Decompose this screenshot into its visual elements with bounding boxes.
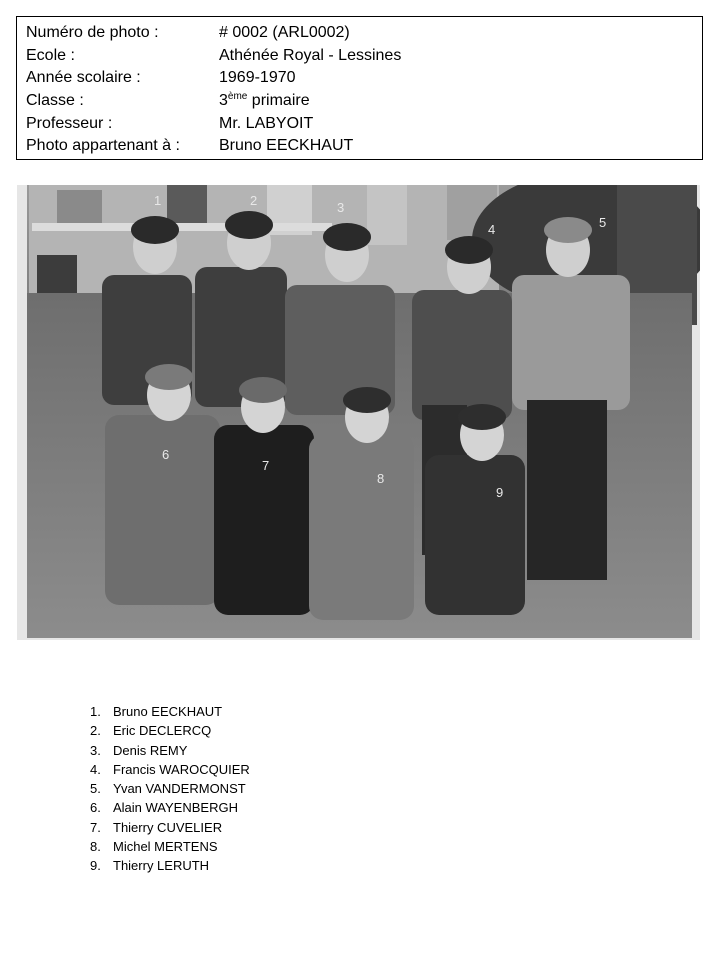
list-item-number: 9. <box>90 858 101 873</box>
info-value <box>219 90 310 113</box>
list-item-name: Michel MERTENS <box>113 838 218 854</box>
list-item <box>90 760 250 779</box>
info-row-owner <box>26 135 702 158</box>
list-item <box>90 721 250 740</box>
list-item <box>90 798 250 817</box>
list-item <box>90 818 250 837</box>
list-item-name: Thierry CUVELIER <box>113 819 223 835</box>
class-superscript: ème <box>227 91 248 103</box>
list-item-number: 3. <box>90 742 101 758</box>
info-row-photo-number <box>26 22 702 45</box>
info-label: Année scolaire : <box>26 69 141 87</box>
photo-number-4: 4 <box>488 222 496 237</box>
list-item-name: Denis REMY <box>113 742 188 758</box>
photo-number-2: 2 <box>250 193 258 208</box>
info-label: Classe : <box>26 92 84 110</box>
info-value: # 0002 (ARL0002) <box>219 24 350 41</box>
list-item-number: 1. <box>90 704 101 719</box>
list-item <box>90 741 250 760</box>
class-photo <box>17 185 700 640</box>
info-label: Numéro de photo : <box>26 24 159 41</box>
list-item-name: Bruno EECKHAUT <box>113 704 223 719</box>
class-number: 3 <box>219 92 228 110</box>
photo-info-box <box>16 16 703 160</box>
list-item-number: 4. <box>90 761 101 777</box>
info-row-school <box>26 45 702 68</box>
list-item-number: 8. <box>90 838 101 854</box>
list-item-number: 6. <box>90 800 101 816</box>
photo-number-5: 5 <box>599 215 607 230</box>
photo-number-9: 9 <box>496 485 504 500</box>
info-label: Ecole : <box>26 46 75 64</box>
photo-number-6: 6 <box>162 447 170 462</box>
list-item-number: 7. <box>90 819 101 835</box>
list-item-name: Francis WAROCQUIER <box>113 761 250 777</box>
list-item-number: 5. <box>90 781 101 796</box>
info-row-teacher <box>26 113 702 136</box>
list-item <box>90 779 250 798</box>
info-row-school-year <box>26 67 702 90</box>
list-item <box>90 702 250 721</box>
info-value: Bruno EECKHAUT <box>219 137 354 155</box>
photo-number-1: 1 <box>154 193 162 208</box>
list-item <box>90 837 250 856</box>
list-item-number: 2. <box>90 723 101 739</box>
list-item-name: Alain WAYENBERGH <box>113 800 238 816</box>
photo-number-3: 3 <box>337 200 345 215</box>
info-value: Mr. LABYOIT <box>219 114 314 132</box>
class-level: primaire <box>247 92 310 110</box>
info-label: Photo appartenant à : <box>26 137 180 155</box>
info-label: Professeur : <box>26 114 113 132</box>
info-value: 1969-1970 <box>219 69 296 87</box>
list-item <box>90 856 250 875</box>
list-item-name: Yvan VANDERMONST <box>113 781 246 796</box>
photo-number-8: 8 <box>377 471 385 486</box>
photo-number-7: 7 <box>262 458 270 473</box>
info-row-class <box>26 90 702 113</box>
list-item-name: Thierry LERUTH <box>113 858 210 873</box>
names-list <box>90 702 250 875</box>
class-photo-image <box>17 185 700 640</box>
list-item-name: Eric DECLERCQ <box>113 723 212 739</box>
info-value: Athénée Royal - Lessines <box>219 46 402 64</box>
